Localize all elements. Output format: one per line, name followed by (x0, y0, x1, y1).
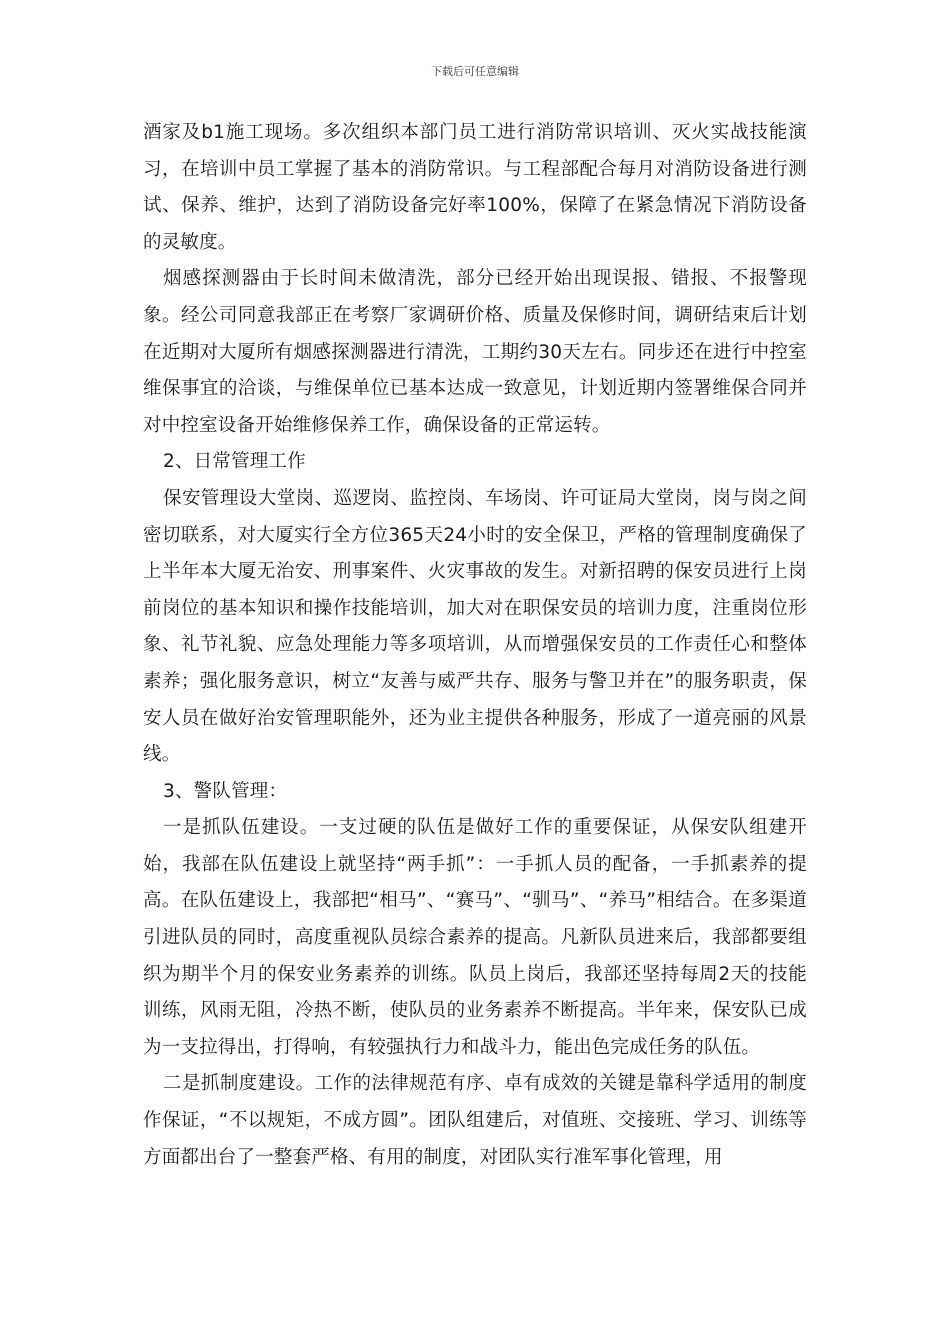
document-body (143, 115, 807, 1176)
paragraph-smoke-detectors: 烟感探测器由于长时间未做清洗，部分已经开始出现误报、错报、不报警现象。经公司同意我部正在考察厂家调研价格、质量及保修时间，调研结束后计划在近期对大厦所有烟感探测器进行清洗，工期约30天左右。同步还在进行中控室维保事宜的洽谈，与维保单位已基本达成一致意见，计划近期内签署维保合同并对中控室设备开始维修保养工作，确保设备的正常运转。 (143, 268, 807, 436)
section-heading-daily-management: 2、日常管理工作 (163, 451, 306, 473)
paragraph-fire-training: 酒家及b1施工现场。多次组织本部门员工进行消防常识培训、灭火实战技能演习，在培训中员工掌握了基本的消防常识。与工程部配合每月对消防设备进行测试、保养、维护，达到了消防设备完好率100%，保障了在紧急情况下消防设备的灵敏度。 (143, 122, 807, 253)
section-heading-team-management: 3、警队管理： (163, 780, 288, 802)
page-header-note: 下载后可任意编辑 (431, 65, 519, 78)
paragraph-team-building: 一是抓队伍建设。一支过硬的队伍是做好工作的重要保证，从保安队组建开始，我部在队伍建设上就坚持“两手抓”：一手抓人员的配备，一手抓素养的提高。在队伍建设上，我部把“相马”、“赛马”、“驯马”、“养马”相结合。在多渠道引进队员的同时，高度重视队员综合素养的提高。凡新队员进来后，我部都要组织为期半个月的保安业务素养的训练。队员上岗后，我部还坚持每周2天的技能训练，风雨无阻，冷热不断，使队员的业务素养不断提高。半年来，保安队已成为一支拉得出，打得响，有较强执行力和战斗力，能出色完成任务的队伍。 (143, 817, 807, 1058)
paragraph-rules-building: 二是抓制度建设。工作的法律规范有序、卓有成效的关键是靠科学适用的制度作保证，“不以规矩，不成方圆”。团队组建后，对值班、交接班、学习、训练等方面都出台了一整套严格、有用的制度，对团队实行准军事化管理，用 (143, 1073, 807, 1168)
paragraph-security-posts: 保安管理设大堂岗、巡逻岗、监控岗、车场岗、许可证局大堂岗，岗与岗之间密切联系，对大厦实行全方位365天24小时的安全保卫，严格的管理制度确保了上半年本大厦无治安、刑事案件、火灾事故的发生。对新招聘的保安员进行上岗前岗位的基本知识和操作技能培训，加大对在职保安员的培训力度，注重岗位形象、礼节礼貌、应急处理能力等多项培训，从而增强保安员的工作责任心和整体素养；强化服务意识，树立“友善与威严共存、服务与警卫并在”的服务职责，保安人员在做好治安管理职能外，还为业主提供各种服务，形成了一道亮丽的风景线。 (143, 487, 807, 766)
